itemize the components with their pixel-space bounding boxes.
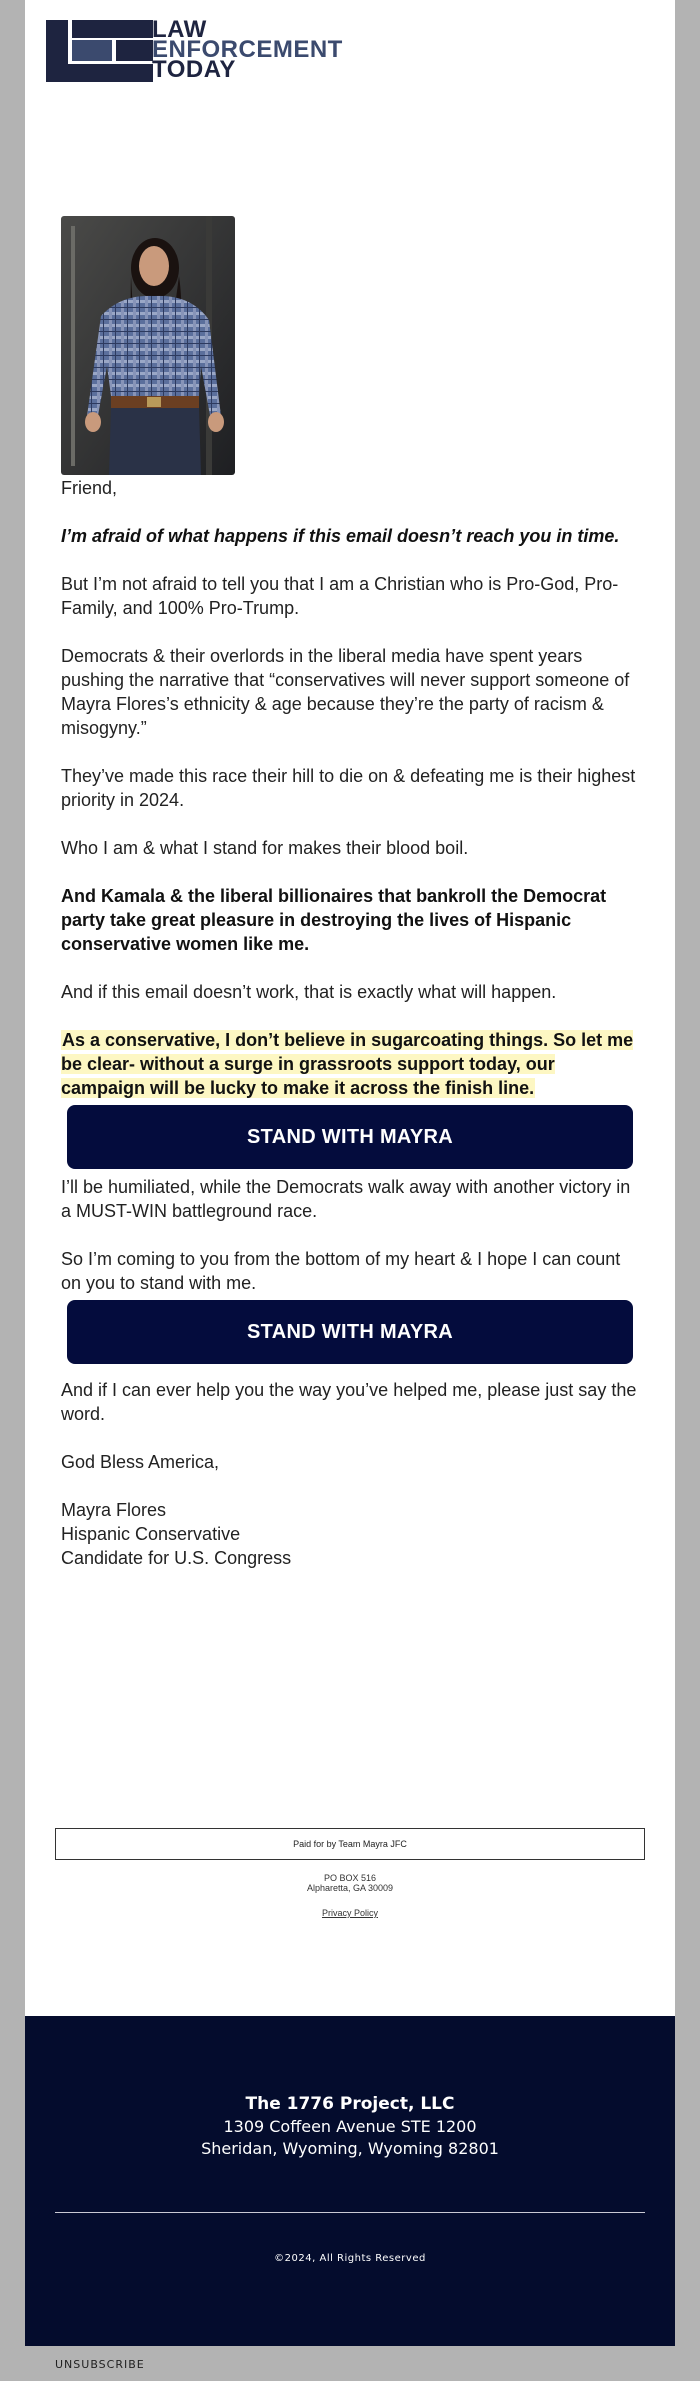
paragraph-pro-god: But I’m not afraid to tell you that I am a Christian who is Pro-God, Pro-Family, and 100% Pro-Trump. [61, 574, 619, 618]
signature-name: Mayra Flores [61, 1500, 167, 1520]
unsubscribe-link[interactable]: UNSUBSCRIBE [55, 2358, 145, 2371]
email-body [61, 476, 641, 1570]
footer-copyright: ©2024, All Rights Reserved [274, 2253, 426, 2264]
greeting: Friend, [61, 478, 118, 498]
paragraph-help-you: And if I can ever help you the way you’ve helped me, please just say the word. [61, 1380, 637, 1424]
signature-role: Candidate for U.S. Congress [61, 1548, 292, 1568]
paragraph-democrats: Democrats & their overlords in the liberal media have spent years pushing the narrative that “conservatives will never support someone of Mayra Flores’s ethnicity & age because they’re the party of racism & misogyny.” [61, 646, 630, 738]
candidate-photo [61, 216, 235, 475]
logo-line-3: TODAY [152, 56, 236, 83]
email-container [25, 0, 675, 2346]
privacy-policy-link[interactable]: Privacy Policy [321, 1908, 378, 1918]
logo-line-1: LAW [152, 16, 207, 43]
paragraph-god-bless: God Bless America, [61, 1452, 220, 1472]
paragraph-afraid: I’m afraid of what happens if this email doesn’t reach you in time. [61, 526, 620, 546]
footer-address [25, 2116, 675, 2160]
candidate-photo-image [61, 216, 235, 475]
signature-title: Hispanic Conservative [61, 1524, 241, 1544]
city-state-zip: Alpharetta, GA 30009 [306, 1883, 394, 1893]
highlighted-text: As a conservative, I don’t believe in sugarcoating things. So let me be clear- without a surge in grassroots support today, our campaign will be lucky to make it across the finish line. [61, 1030, 634, 1098]
paragraph-highlighted [61, 1028, 641, 1100]
footer-address-line-1: 1309 Coffeen Avenue STE 1200 [223, 2117, 477, 2136]
stand-with-mayra-button-2[interactable]: STAND WITH MAYRA [67, 1300, 633, 1364]
paid-for-disclaimer: Paid for by Team Mayra JFC [55, 1828, 645, 1860]
paragraph-email-work: And if this email doesn’t work, that is exactly what will happen. [61, 982, 557, 1002]
mailing-address [55, 1873, 645, 1893]
logo-line-2: ENFORCEMENT [152, 36, 343, 63]
footer-org-name: The 1776 Project, LLC [245, 2094, 455, 2114]
logo-mark-icon [46, 20, 153, 82]
paragraph-kamala: And Kamala & the liberal billionaires that bankroll the Democrat party take great pleasure in destroying the lives of Hispanic conservative women like me. [61, 886, 607, 954]
footer-address-line-2: Sheridan, Wyoming, Wyoming 82801 [201, 2139, 499, 2158]
paragraph-humiliated: I’ll be humiliated, while the Democrats walk away with another victory in a MUST-WIN battleground race. [61, 1177, 631, 1221]
footer-divider [55, 2212, 645, 2213]
stand-with-mayra-button-1[interactable]: STAND WITH MAYRA [67, 1105, 633, 1169]
paragraph-race: They’ve made this race their hill to die on & defeating me is their highest priority in 2024. [61, 766, 636, 810]
paragraph-blood-boil: Who I am & what I stand for makes their blood boil. [61, 838, 469, 858]
publication-logo[interactable] [46, 16, 366, 83]
paragraph-coming-to-you: So I’m coming to you from the bottom of my heart & I hope I can count on you to stand with me. [61, 1249, 621, 1293]
po-box: PO BOX 516 [323, 1873, 377, 1883]
footer [25, 2016, 675, 2346]
logo-wordmark [152, 16, 343, 83]
